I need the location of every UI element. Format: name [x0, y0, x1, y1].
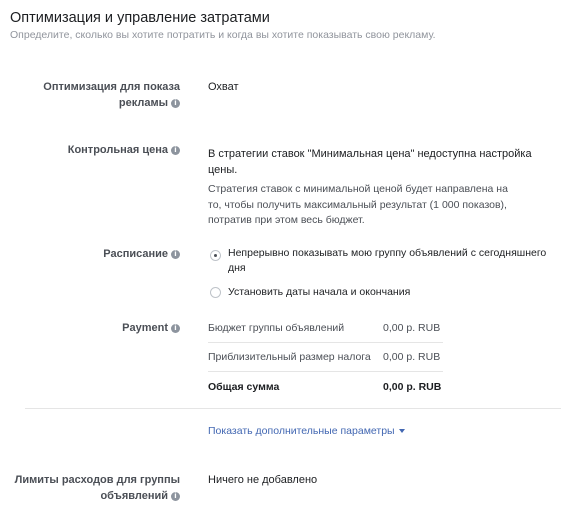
- payment-total-label: Общая сумма: [208, 381, 280, 393]
- info-icon[interactable]: i: [171, 492, 180, 501]
- show-more-options-link[interactable]: [208, 425, 405, 437]
- info-icon[interactable]: i: [171, 250, 180, 259]
- bid-desc-line1: Стратегия ставок с минимальной ценой будет направлена на: [208, 183, 508, 195]
- optimization-label-line1: Оптимизация для показа: [43, 81, 180, 93]
- payment-tax-value: 0,00 р. RUB: [383, 351, 441, 363]
- section-subtitle: Определите, сколько вы хотите потратить и когда вы хотите показывать свою рекламу.: [10, 29, 436, 41]
- info-icon[interactable]: i: [171, 146, 180, 155]
- payment-total-value: 0,00 р. RUB: [383, 381, 442, 393]
- section-title: Оптимизация и управление затратами: [10, 10, 270, 26]
- schedule-option1-line1: Непрерывно показывать мою группу объявлений с сегодняшнего: [228, 247, 547, 259]
- payment-label-text: Payment: [122, 322, 168, 334]
- optimization-value: Охват: [208, 81, 239, 93]
- payment-label: [0, 320, 180, 336]
- bid-desc-line2: то, чтобы получить максимальный результат (1 000 показов),: [208, 198, 507, 211]
- show-more-options-text: Показать дополнительные параметры: [208, 425, 395, 437]
- optimization-label-line2: рекламы: [118, 97, 168, 109]
- limits-value: Ничего не добавлено: [208, 474, 318, 486]
- schedule-dates-radio[interactable]: [210, 287, 221, 298]
- bid-note-line2: цены.: [208, 164, 238, 176]
- schedule-label: [0, 246, 180, 262]
- bid-label: [0, 142, 180, 158]
- schedule-continuous-radio[interactable]: [210, 250, 221, 261]
- payment-budget-value: 0,00 р. RUB: [383, 322, 441, 334]
- bid-desc-line3: потратив при этом весь бюджет.: [208, 214, 365, 226]
- payment-divider: [208, 342, 443, 343]
- payment-tax-label: Приблизительный размер налога: [208, 351, 371, 363]
- section-divider: [25, 408, 561, 409]
- info-icon[interactable]: i: [171, 324, 180, 333]
- bid-label-text: Контрольная цена: [67, 144, 168, 156]
- bid-note: [208, 146, 532, 178]
- schedule-option-dates[interactable]: Установить даты начала и окончания: [228, 286, 411, 298]
- payment-budget-label: Бюджет группы объявлений: [208, 322, 345, 334]
- limits-label-line2: объявлений: [100, 490, 168, 502]
- limits-label: [0, 472, 180, 504]
- schedule-option1-line2: дня: [228, 262, 246, 274]
- caret-down-icon: [399, 429, 405, 433]
- optimization-label: [0, 79, 180, 111]
- bid-description: [208, 182, 508, 229]
- bid-note-line1: В стратегии ставок "Минимальная цена" недоступна настройка: [208, 148, 532, 160]
- schedule-option-continuous[interactable]: [228, 246, 546, 276]
- schedule-label-text: Расписание: [103, 248, 168, 260]
- limits-label-line1: Лимиты расходов для группы: [14, 474, 180, 486]
- info-icon[interactable]: i: [171, 99, 180, 108]
- payment-divider: [208, 371, 443, 372]
